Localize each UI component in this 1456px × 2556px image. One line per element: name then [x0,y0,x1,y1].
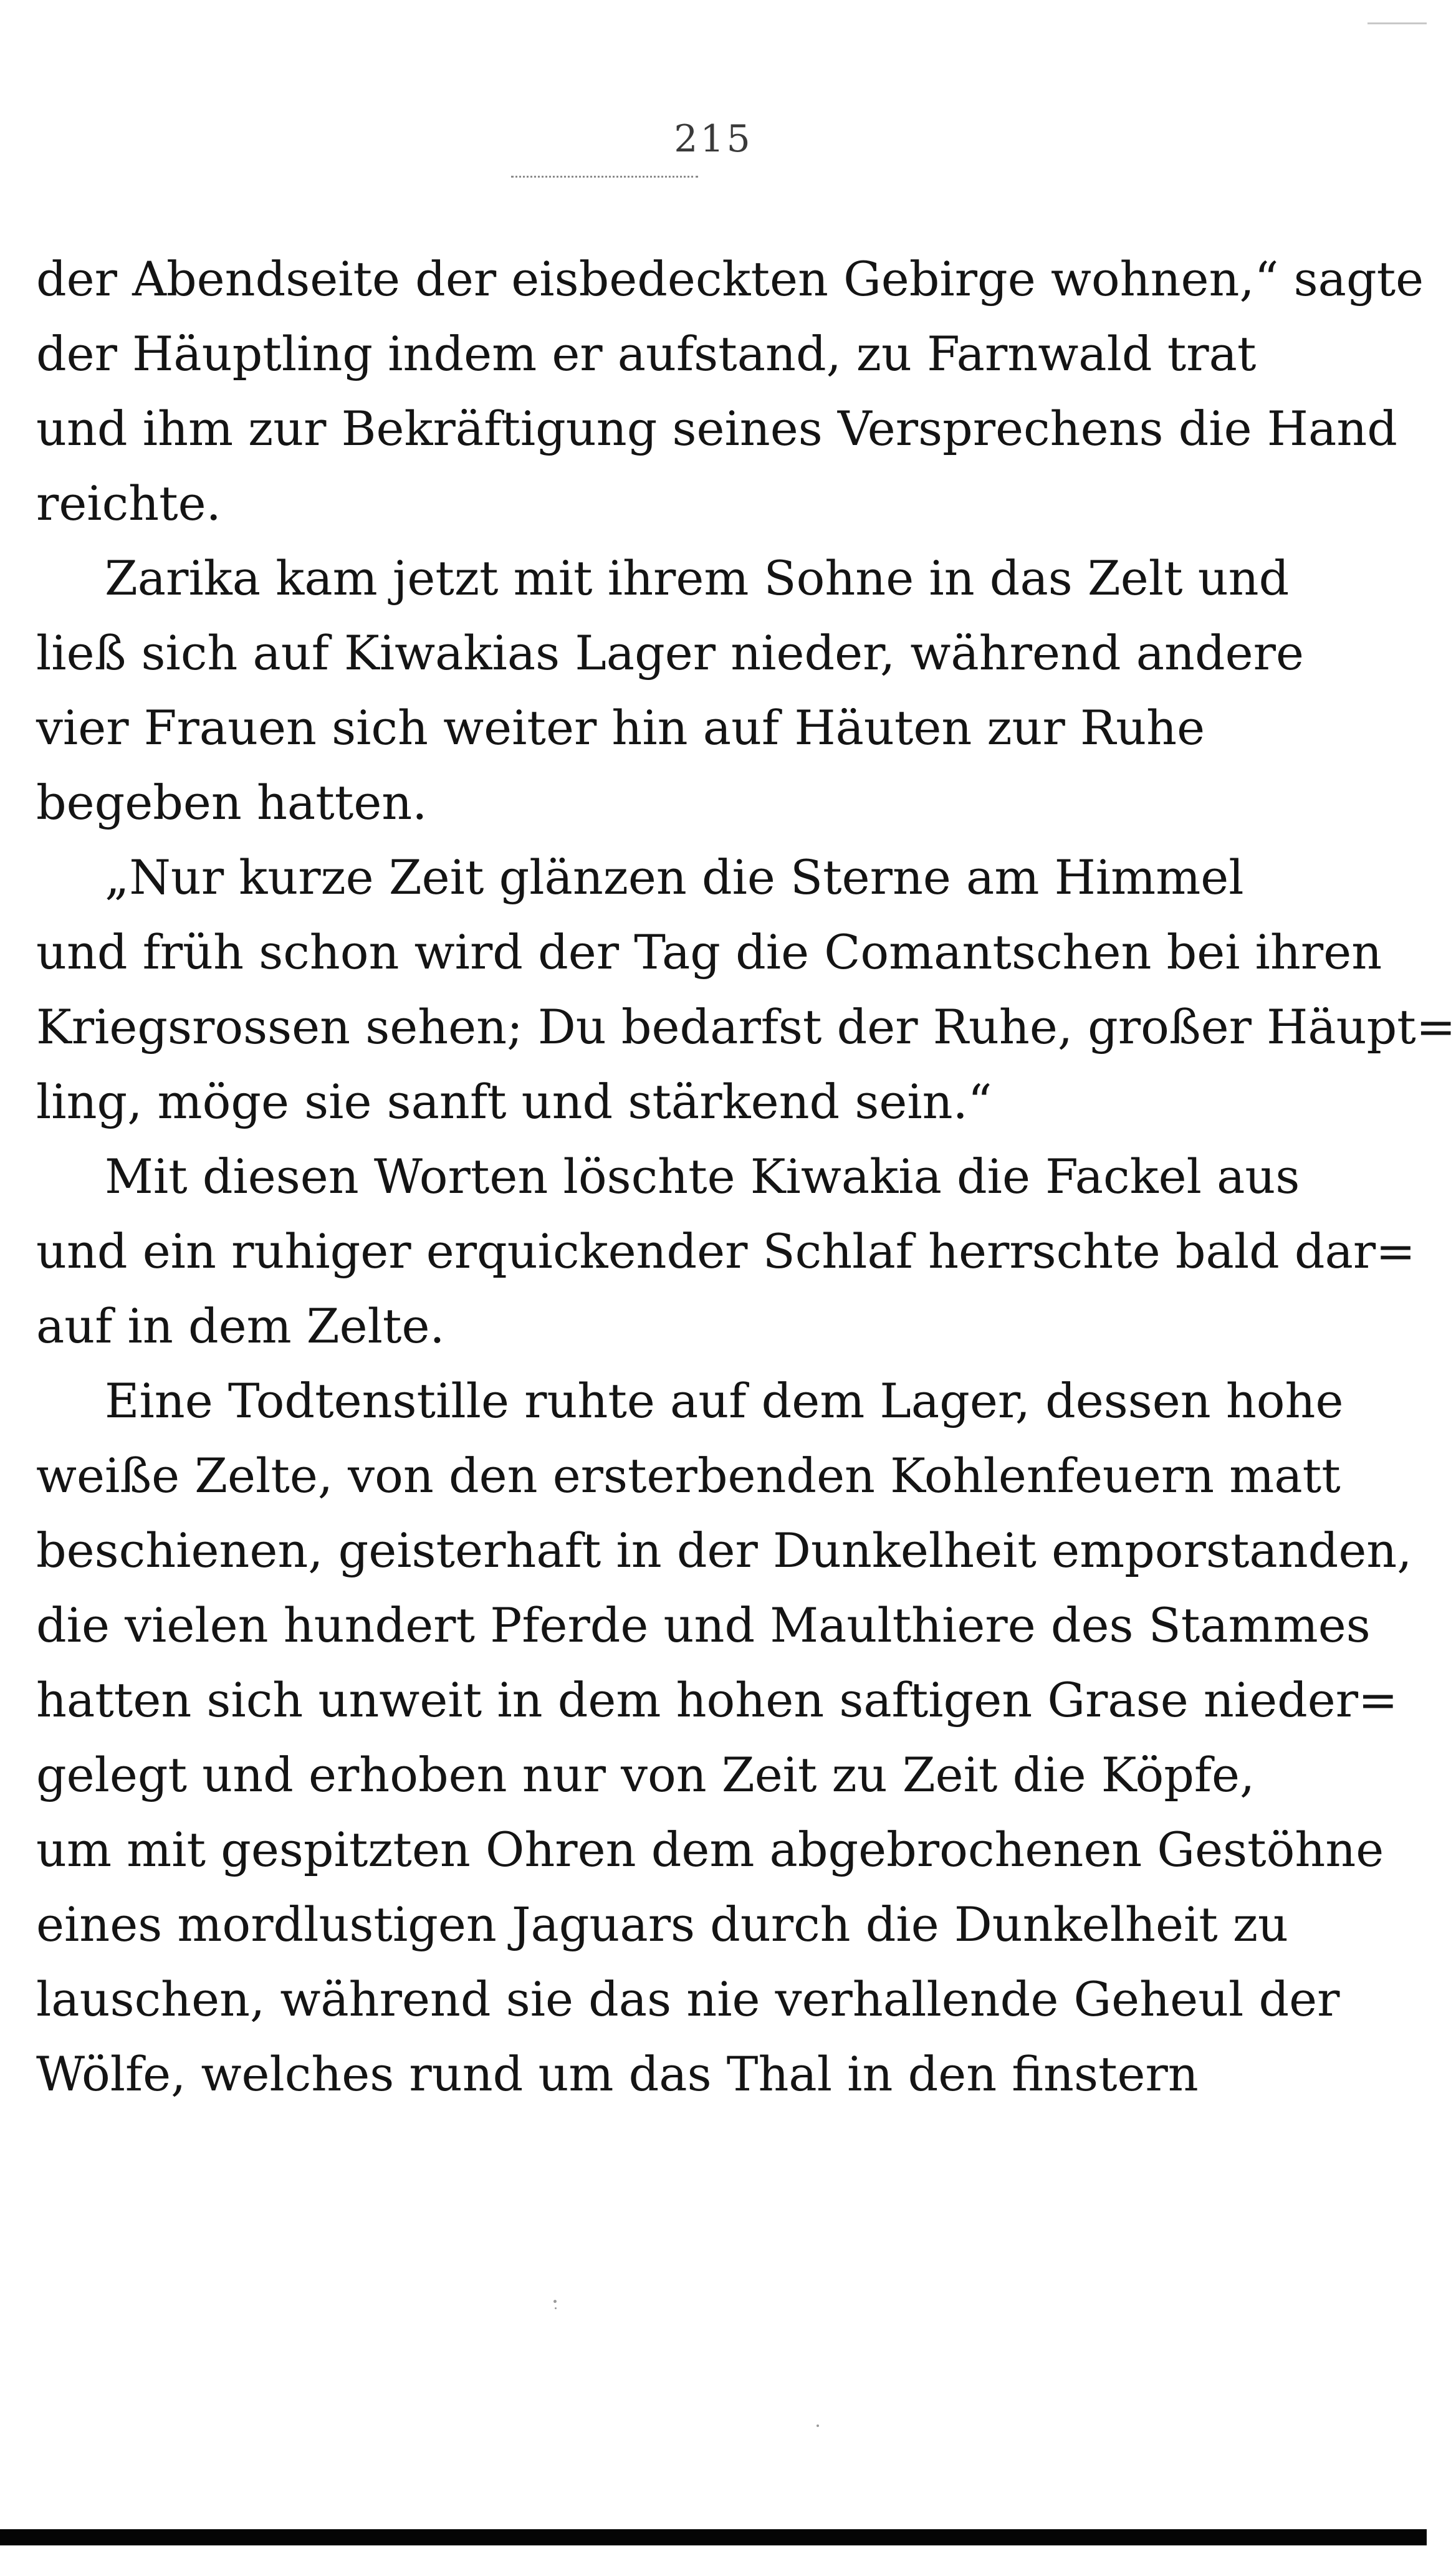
text-line: hatten sich unweit in dem hohen saftigen Grase nieder= [36,1672,1398,1728]
corner-rule [1367,22,1427,24]
paper-speck [555,2307,557,2309]
text-line: gelegt und erhoben nur von Zeit zu Zeit die Köpfe, [36,1747,1255,1802]
text-line: auf in dem Zelte. [36,1298,445,1354]
text-line: der Abendseite der eisbedeckten Gebirge wohnen,“ sagte [36,251,1424,307]
text-line: Mit diesen Worten löschte Kiwakia die Fackel aus [105,1149,1300,1204]
text-line: Eine Todtenstille ruhte auf dem Lager, dessen hohe [105,1373,1344,1429]
bottom-rule [0,2529,1427,2545]
text-line: „Nur kurze Zeit glänzen die Sterne am Himmel [105,850,1244,905]
body-text [36,242,1456,2112]
text-line: der Häuptling indem er aufstand, zu Farnwald trat [36,326,1257,381]
header-rule [511,176,698,178]
text-line: vier Frauen sich weiter hin auf Häuten zur Ruhe [36,700,1205,755]
text-line: Kriegsrossen sehen; Du bedarfst der Ruhe, großer Häupt= [36,999,1456,1055]
text-line: und ein ruhiger erquickender Schlaf herrschte bald dar= [36,1223,1415,1279]
text-line: und ihm zur Bekräftigung seines Versprechens die Hand [36,401,1397,456]
text-line: die vielen hundert Pferde und Maulthiere des Stammes [36,1597,1371,1653]
text-line: Zarika kam jetzt mit ihrem Sohne in das Zelt und [105,550,1290,606]
text-line: eines mordlustigen Jaguars durch die Dunkelheit zu [36,1897,1288,1952]
text-line: um mit gespitzten Ohren dem abgebrochenen Gestöhne [36,1822,1384,1877]
text-line: ling, möge sie sanft und stärkend sein.“ [36,1074,992,1129]
text-line: Wölfe, welches rund um das Thal in den finstern [36,2046,1199,2102]
text-line: lauschen, während sie das nie verhallende Geheul der [36,1971,1340,2027]
text-line: weiße Zelte, von den ersterbenden Kohlenfeuern matt [36,1448,1341,1503]
page-number: 215 [674,117,753,161]
text-line: und früh schon wird der Tag die Comantschen bei ihren [36,924,1382,980]
paper-speck [553,2300,557,2303]
paper-speck [817,2424,819,2427]
text-line: begeben hatten. [36,775,428,830]
text-line: ließ sich auf Kiwakias Lager nieder, während andere [36,625,1304,681]
text-line: reichte. [36,476,221,531]
text-line: beschienen, geisterhaft in der Dunkelheit emporstanden, [36,1523,1412,1578]
